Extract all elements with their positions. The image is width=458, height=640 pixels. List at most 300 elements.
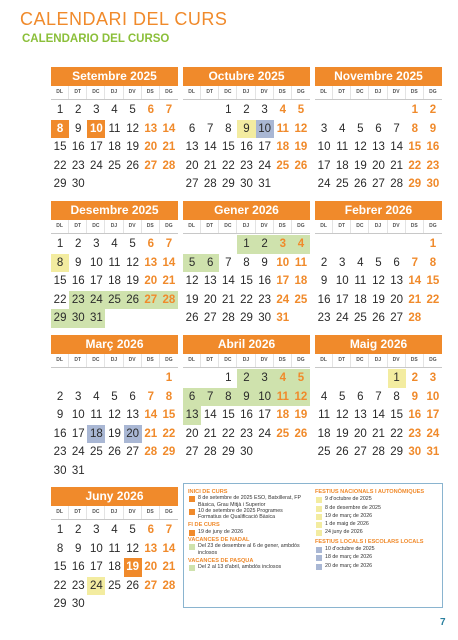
- day-cell: 30: [69, 309, 87, 328]
- day-cell: 26: [335, 446, 349, 458]
- month-header: Març 2026: [51, 335, 178, 354]
- legend-entry: [315, 529, 437, 535]
- weekday-label: DL: [315, 354, 333, 367]
- green-swatch: [189, 565, 195, 571]
- day-cell: 13: [183, 406, 201, 425]
- day-cell: 18: [108, 275, 121, 287]
- day-cell: 10: [87, 120, 105, 139]
- day-cell: 5: [111, 390, 118, 403]
- day-cell: 19: [185, 293, 199, 306]
- day-cell: 27: [126, 446, 140, 458]
- day-cell: 27: [372, 178, 385, 190]
- day-cell: 14: [144, 409, 158, 421]
- day-cell: 21: [162, 141, 176, 153]
- day-cell: 12: [372, 275, 385, 287]
- day-cell: 14: [203, 141, 217, 153]
- day-cell: 19: [294, 409, 308, 421]
- day-grid: [183, 235, 310, 328]
- day-cell: 15: [390, 409, 404, 421]
- weekday-header: [51, 506, 178, 520]
- day-cell: 3: [93, 524, 100, 536]
- weekday-label: DJ: [237, 354, 255, 367]
- day-cell: 3: [261, 104, 268, 116]
- weekday-header: [315, 86, 442, 100]
- legend-entry: [315, 496, 437, 502]
- day-cell: 18: [294, 275, 308, 287]
- day-cell: 4: [279, 104, 286, 116]
- empty-cell: [388, 101, 406, 120]
- day-cell: 8: [219, 388, 237, 407]
- weekday-label: DL: [315, 86, 333, 99]
- day-cell: 27: [390, 312, 404, 324]
- day-cell: 10: [89, 256, 103, 269]
- empty-cell: [51, 369, 69, 388]
- weekday-label: DT: [69, 220, 87, 233]
- day-cell: 19: [108, 427, 121, 440]
- day-cell: 22: [408, 159, 422, 172]
- day-cell: 27: [185, 178, 199, 190]
- empty-cell: [201, 235, 219, 254]
- day-cell: 7: [393, 122, 400, 135]
- day-cell: 21: [162, 561, 176, 573]
- day-cell: 30: [71, 178, 85, 190]
- day-cell: 11: [294, 256, 307, 269]
- day-cell: 17: [335, 293, 349, 306]
- day-cell: 21: [203, 427, 217, 440]
- month-header: Juny 2026: [51, 487, 178, 506]
- day-cell: 24: [258, 159, 272, 172]
- month-header: Novembre 2025: [315, 67, 442, 86]
- day-cell: 3: [339, 256, 346, 269]
- legend-fi-1: [188, 529, 306, 535]
- day-cell: 2: [75, 104, 82, 116]
- day-cell: 11: [108, 542, 121, 555]
- legend-pasqua-title: VACANCES DE PASQUA: [188, 557, 254, 564]
- empty-cell: [87, 369, 105, 388]
- day-cell: 25: [108, 579, 121, 592]
- weekday-header: [315, 354, 442, 368]
- day-cell: 31: [87, 309, 105, 328]
- day-cell: 9: [75, 256, 82, 269]
- day-cell: 23: [71, 159, 85, 172]
- day-cell: 29: [240, 312, 253, 324]
- day-cell: 25: [276, 427, 290, 440]
- legend-locals-list: [315, 546, 437, 569]
- legend-inici-1: [188, 495, 306, 508]
- day-cell: 14: [408, 275, 422, 287]
- legend-entry: [315, 554, 437, 560]
- day-cell: 17: [276, 275, 290, 287]
- month-calendar: [315, 67, 442, 194]
- orange-swatch: [189, 509, 195, 515]
- day-cell: 30: [258, 312, 272, 324]
- day-cell: 11: [336, 141, 349, 153]
- weekday-label: DS: [142, 506, 160, 519]
- day-cell: 25: [276, 159, 290, 172]
- orange-swatch: [189, 496, 195, 502]
- day-cell: 30: [240, 178, 253, 190]
- empty-cell: [183, 369, 201, 388]
- weekday-label: DT: [69, 506, 87, 519]
- day-cell: 7: [375, 390, 382, 403]
- day-cell: 9: [237, 388, 255, 407]
- legend-nadal-title: VACANCES DE NADAL: [188, 537, 250, 544]
- weekday-label: DT: [333, 220, 351, 233]
- weekday-label: DS: [274, 354, 292, 367]
- weekday-label: DJ: [237, 86, 255, 99]
- weekday-label: DL: [51, 506, 69, 519]
- weekday-label: DG: [429, 357, 437, 363]
- day-cell: 7: [165, 238, 173, 250]
- day-cell: 28: [162, 579, 176, 592]
- weekday-label: DS: [406, 86, 424, 99]
- day-cell: 14: [162, 122, 176, 135]
- day-cell: 3: [274, 235, 292, 254]
- day-cell: 20: [390, 293, 404, 306]
- day-cell: 26: [353, 178, 367, 190]
- day-cell: 5: [183, 254, 201, 273]
- month-header: Octubre 2025: [183, 67, 310, 86]
- day-cell: 23: [240, 159, 253, 172]
- day-cell: 20: [124, 425, 142, 444]
- day-cell: 23: [426, 159, 440, 172]
- weekday-label: DV: [388, 220, 406, 233]
- day-cell: 23: [317, 312, 331, 324]
- weekday-label: DL: [183, 220, 201, 233]
- day-cell: 23: [53, 446, 67, 458]
- weekday-label: DT: [201, 354, 219, 367]
- weekday-label: DL: [51, 354, 69, 367]
- day-cell: 11: [108, 122, 121, 135]
- day-cell: 18: [317, 427, 331, 440]
- day-cell: 16: [408, 409, 422, 421]
- legend-fi-1-text: 19 de juny de 2026: [198, 528, 244, 535]
- day-cell: 17: [258, 409, 272, 421]
- day-grid: [315, 101, 442, 194]
- empty-cell: [201, 369, 219, 388]
- day-cell: 22: [53, 293, 67, 306]
- legend-entry-text: 8 de desembre de 2025: [325, 504, 381, 511]
- day-cell: 16: [317, 293, 331, 306]
- day-cell: 22: [221, 159, 235, 172]
- day-cell: 26: [185, 312, 199, 324]
- day-cell: 20: [144, 561, 158, 573]
- page-title: CALENDARI DEL CURS: [20, 9, 228, 29]
- day-cell: 24: [87, 291, 105, 310]
- weekday-label: DG: [297, 223, 305, 229]
- day-cell: 25: [353, 312, 367, 324]
- day-cell: 8: [429, 256, 437, 269]
- day-grid: [51, 369, 178, 480]
- day-cell: 24: [276, 293, 290, 306]
- day-cell: 9: [75, 542, 82, 555]
- day-cell: 31: [276, 312, 290, 324]
- month-calendar: [51, 335, 178, 480]
- weekday-label: DV: [388, 86, 406, 99]
- empty-cell: [315, 369, 333, 388]
- day-cell: 24: [426, 427, 440, 440]
- weekday-label: DT: [201, 86, 219, 99]
- day-cell: 30: [71, 598, 85, 610]
- day-cell: 28: [162, 159, 176, 172]
- legend-right-column: [315, 489, 437, 571]
- day-cell: 19: [335, 427, 349, 440]
- legend-inici-2: [188, 508, 306, 521]
- day-cell: 14: [390, 141, 404, 153]
- day-cell: 30: [53, 464, 67, 477]
- day-cell: 28: [144, 446, 158, 458]
- day-cell: 26: [108, 446, 121, 458]
- day-cell: 2: [56, 390, 64, 403]
- weekday-label: DV: [388, 354, 406, 367]
- empty-cell: [351, 101, 369, 120]
- day-cell: 13: [126, 409, 140, 421]
- day-cell: 6: [147, 104, 154, 116]
- weekday-header: [183, 220, 310, 234]
- weekday-label: DG: [165, 509, 173, 515]
- legend-left-column: [188, 489, 306, 571]
- empty-cell: [142, 369, 160, 388]
- day-cell: 11: [318, 409, 331, 421]
- day-cell: 7: [207, 122, 214, 135]
- day-cell: 21: [162, 275, 176, 287]
- month-header: Abril 2026: [183, 335, 310, 354]
- day-cell: 25: [105, 291, 123, 310]
- legend-entry-text: 18 de març de 2026: [325, 554, 373, 561]
- day-cell: 1: [165, 372, 173, 384]
- page-subtitle: CALENDARIO DEL CURSO: [22, 33, 170, 45]
- day-cell: 27: [142, 291, 160, 310]
- day-cell: 19: [126, 141, 140, 153]
- day-cell: 10: [317, 141, 331, 153]
- day-cell: 27: [144, 579, 158, 592]
- weekday-label: DV: [124, 86, 142, 99]
- day-cell: 11: [90, 409, 103, 421]
- day-cell: 15: [240, 275, 253, 287]
- day-cell: 27: [353, 446, 367, 458]
- day-cell: 4: [357, 256, 364, 269]
- day-cell: 13: [372, 141, 385, 153]
- day-cell: 12: [126, 256, 140, 269]
- day-cell: 13: [185, 141, 199, 153]
- day-cell: 21: [203, 159, 217, 172]
- day-cell: 1: [56, 524, 64, 536]
- day-cell: 17: [89, 141, 103, 153]
- weekday-label: DL: [183, 86, 201, 99]
- color-swatch: [316, 564, 322, 570]
- day-cell: 14: [221, 275, 235, 287]
- day-cell: 10: [426, 390, 440, 403]
- day-cell: 1: [56, 238, 64, 250]
- weekday-label: DJ: [237, 220, 255, 233]
- empty-cell: [369, 369, 387, 388]
- weekday-label: DL: [51, 220, 69, 233]
- weekday-label: DV: [124, 220, 142, 233]
- legend-entry-text: 20 de març de 2026: [325, 562, 373, 569]
- day-cell: 1: [237, 235, 255, 254]
- legend-entry-text: 10 d'octubre de 2025: [325, 546, 375, 553]
- day-cell: 19: [294, 141, 308, 153]
- month-calendar: [183, 335, 310, 462]
- legend-inici-title: INICI DE CURS: [188, 489, 228, 495]
- day-cell: 8: [51, 254, 69, 273]
- day-cell: 30: [240, 446, 253, 458]
- day-cell: 13: [144, 122, 158, 135]
- day-cell: 15: [53, 141, 67, 153]
- weekday-label: DC: [219, 220, 237, 233]
- day-cell: 28: [221, 312, 235, 324]
- day-cell: 22: [426, 293, 440, 306]
- day-cell: 13: [390, 275, 404, 287]
- day-cell: 29: [221, 178, 235, 190]
- day-grid: [183, 369, 310, 462]
- color-swatch: [316, 555, 322, 561]
- day-cell: 9: [261, 256, 268, 269]
- day-cell: 17: [89, 561, 103, 573]
- day-cell: 3: [256, 369, 274, 388]
- day-cell: 5: [339, 390, 346, 403]
- day-cell: 5: [375, 256, 382, 269]
- day-cell: 26: [372, 312, 385, 324]
- day-cell: 7: [165, 104, 173, 116]
- empty-cell: [69, 369, 87, 388]
- day-cell: 6: [393, 256, 400, 269]
- month-calendar: [315, 201, 442, 328]
- month-calendar: [51, 487, 178, 614]
- day-cell: 3: [93, 238, 100, 250]
- day-cell: 3: [75, 390, 82, 403]
- empty-cell: [201, 101, 219, 120]
- day-cell: 20: [144, 275, 158, 287]
- day-cell: 21: [408, 293, 422, 306]
- day-cell: 31: [426, 446, 440, 458]
- weekday-header: [183, 354, 310, 368]
- day-cell: 29: [390, 446, 404, 458]
- color-swatch: [316, 522, 322, 528]
- legend-pasqua-1: [188, 564, 306, 570]
- day-cell: 9: [411, 390, 418, 403]
- day-cell: 28: [203, 178, 217, 190]
- day-cell: 7: [147, 390, 154, 403]
- day-cell: 11: [108, 256, 121, 269]
- legend: [183, 483, 443, 608]
- month-calendar: [51, 67, 178, 194]
- day-cell: 12: [292, 388, 310, 407]
- day-cell: 10: [276, 256, 290, 269]
- day-cell: 27: [185, 446, 199, 458]
- legend-locals-title: FESTIUS LOCALS I ESCOLARS LOCALS: [315, 538, 424, 545]
- month-header: Setembre 2025: [51, 67, 178, 86]
- day-cell: 10: [335, 275, 349, 287]
- day-cell: 12: [126, 122, 140, 135]
- day-cell: 19: [353, 159, 367, 172]
- day-cell: 4: [111, 524, 118, 536]
- day-cell: 8: [225, 122, 232, 135]
- weekday-label: DV: [256, 86, 274, 99]
- weekday-label: DG: [297, 357, 305, 363]
- day-cell: 6: [357, 390, 364, 403]
- weekday-label: DS: [142, 86, 160, 99]
- day-cell: 16: [71, 141, 85, 153]
- weekday-label: DG: [165, 357, 173, 363]
- day-cell: 21: [390, 159, 404, 172]
- day-cell: 17: [258, 141, 272, 153]
- day-cell: 7: [411, 256, 418, 269]
- day-cell: 7: [201, 388, 219, 407]
- day-cell: 16: [258, 275, 272, 287]
- weekday-label: DC: [351, 354, 369, 367]
- day-cell: 6: [147, 238, 154, 250]
- day-cell: 11: [354, 275, 367, 287]
- day-cell: 4: [292, 235, 310, 254]
- day-cell: 8: [56, 542, 64, 555]
- day-cell: 29: [221, 446, 235, 458]
- day-cell: 6: [188, 122, 196, 135]
- day-cell: 29: [53, 598, 67, 610]
- day-cell: 24: [71, 446, 85, 458]
- day-cell: 14: [162, 256, 176, 269]
- legend-entry: [315, 546, 437, 552]
- day-cell: 1: [429, 238, 437, 250]
- day-cell: 16: [240, 141, 253, 153]
- day-cell: 15: [53, 275, 67, 287]
- day-cell: 23: [258, 293, 272, 306]
- empty-cell: [183, 101, 201, 120]
- day-cell: 8: [51, 120, 69, 139]
- day-cell: 29: [53, 178, 67, 190]
- day-cell: 1: [225, 104, 232, 116]
- legend-nadal-1-text: Del 23 de desembre al 6 de gener, ambdós inclosos: [198, 543, 300, 556]
- day-cell: 17: [426, 409, 440, 421]
- day-cell: 20: [203, 293, 217, 306]
- empty-cell: [351, 369, 369, 388]
- day-cell: 19: [124, 558, 142, 577]
- day-cell: 21: [372, 427, 385, 440]
- empty-cell: [333, 369, 351, 388]
- day-cell: 5: [129, 238, 136, 250]
- legend-fi-title: FI DE CURS: [188, 522, 220, 529]
- weekday-label: DC: [87, 86, 105, 99]
- day-cell: 16: [71, 561, 85, 573]
- month-header: Febrer 2026: [315, 201, 442, 220]
- day-cell: 30: [426, 178, 440, 190]
- day-cell: 3: [93, 104, 100, 116]
- day-cell: 6: [183, 388, 201, 407]
- day-cell: 9: [75, 122, 82, 135]
- day-cell: 15: [53, 561, 67, 573]
- day-cell: 5: [129, 524, 136, 536]
- day-cell: 5: [129, 104, 136, 116]
- weekday-header: [51, 220, 178, 234]
- month-calendar: [51, 201, 178, 328]
- day-cell: 29: [162, 446, 176, 458]
- day-cell: 13: [144, 542, 158, 555]
- day-cell: 8: [165, 390, 173, 403]
- day-cell: 12: [108, 409, 121, 421]
- day-cell: 20: [144, 141, 158, 153]
- day-cell: 9: [237, 120, 255, 139]
- day-cell: 9: [429, 122, 437, 135]
- day-cell: 31: [258, 178, 272, 190]
- day-cell: 29: [51, 309, 69, 328]
- weekday-header: [51, 86, 178, 100]
- weekday-label: DJ: [105, 506, 123, 519]
- day-cell: 15: [408, 141, 422, 153]
- weekday-label: DL: [183, 354, 201, 367]
- day-cell: 10: [256, 388, 274, 407]
- day-cell: 10: [71, 409, 85, 421]
- legend-entry: [315, 513, 437, 519]
